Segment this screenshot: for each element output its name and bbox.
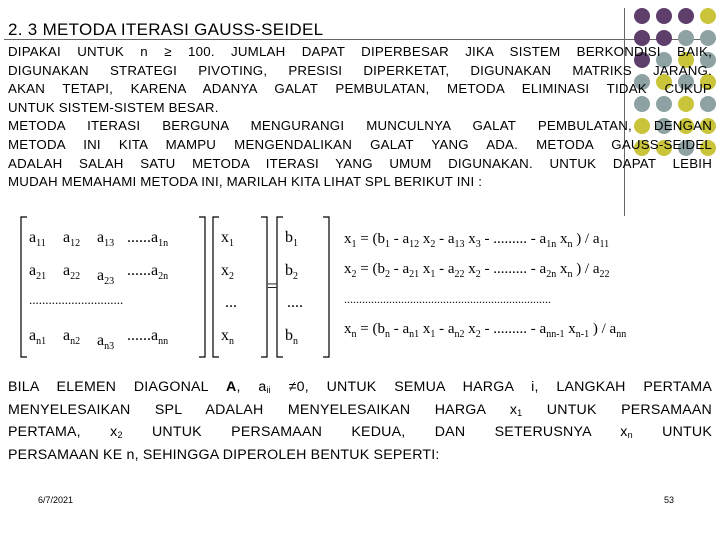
- equation-x1: $x_1 = (b_1 - a_{12}$ $x_2 - a_{13}$ $x_3$ - ......... - $a_{1n}$ $x_n$ ) / $a_{11}$: [344, 231, 610, 250]
- matrix-entry: $a_{n1}$: [29, 327, 47, 347]
- explanation-paragraph: [8, 376, 712, 467]
- equation-xn: $x_n = (b_n - a_{n1}$ $x_1 - a_{n2}$ $x_2$ - ......... - $a_{nn-1}$ $x_{n-1}$ ) / $a_{nn}$: [344, 321, 627, 340]
- slide-title: 2. 3 METODA ITERASI GAUSS-SEIDEL: [8, 20, 324, 39]
- intro-line: ADALAH SALAH SATU METODA ITERASI YANG UMUM DIGUNAKAN. UNTUK DAPAT LEBIH: [8, 155, 712, 171]
- intro-line: METODA ITERASI BERGUNA MENGURANGI MUNCULNYA GALAT PEMBULATAN, DENGAN: [8, 118, 712, 134]
- iteration-equations: [340, 225, 715, 350]
- vector-b-entry: $b_1$: [285, 229, 298, 249]
- matrix-entry: $a_{n2}$: [63, 327, 81, 347]
- vector-b-right-bracket: [323, 217, 329, 357]
- matrix-entry: $a_{23}$: [97, 267, 115, 287]
- vector-b-entry: $b_n$: [285, 327, 298, 347]
- intro-line: AKAN TETAPI, KARENA ADANYA GALAT PEMBULATAN, METODA ELIMINASI TIDAK CUKUP: [8, 81, 712, 97]
- vector-x-entry: $x_1$: [221, 229, 234, 249]
- decorative-horizontal-line: [4, 39, 716, 40]
- explanation-line-4: PERSAMAAN KE n, SEHINGGA DIPEROLEH BENTUK SEPERTI:: [8, 447, 440, 464]
- matrix-entry: $a_{21}$: [29, 262, 47, 282]
- intro-paragraph: [8, 43, 712, 192]
- matrix-entry: $......a_{nn}$: [127, 327, 169, 347]
- matrix-entry: $a_{12}$: [63, 229, 81, 249]
- intro-line: METODA INI KITA MAMPU MENGENDALIKAN GALAT YANG ADA. METODA GAUSS-SEIDEL: [8, 136, 712, 152]
- explanation-line-1: BILA ELEMEN DIAGONAL A, $a_{ii} \ne 0$, UNTUK SEMUA HARGA i, LANGKAH PERTAMA: [8, 379, 712, 395]
- equals-sign: =: [267, 276, 278, 296]
- vector-b-entry: ....: [287, 294, 303, 311]
- vector-x-entry: ...: [225, 294, 237, 311]
- vector-b-left-bracket: [277, 217, 283, 357]
- matrix-equation: [15, 212, 335, 362]
- vector-x-entry: $x_2$: [221, 262, 234, 282]
- intro-line: MUDAH MEMAHAMI METODA INI, MARILAH KITA LIHAT SPL BERIKUT INI :: [8, 174, 483, 190]
- matrix-entry: $a_{13}$: [97, 229, 115, 249]
- decorative-dot: [678, 8, 694, 24]
- matrix-dot-row: .............................: [29, 292, 124, 307]
- footer-date: 6/7/2021: [38, 495, 74, 505]
- matrix-a-left-bracket: [21, 217, 27, 357]
- intro-line: DIGUNAKAN STRATEGI PIVOTING, PRESISI DIPERKETAT, DIGUNAKAN MATRIKS JARANG.: [8, 62, 712, 78]
- matrix-entry: $......a_{1n}$: [127, 229, 169, 249]
- intro-line: UNTUK SISTEM-SISTEM BESAR.: [8, 99, 219, 115]
- vector-b-entry: $b_2$: [285, 262, 298, 282]
- explanation-line-3: PERTAMA, $x_2$ UNTUK PERSAMAAN KEDUA, DAN SETERUSNYA $x_n$ UNTUK: [8, 424, 712, 441]
- intro-line: DIPAKAI UNTUK n ≥ 100. JUMLAH DAPAT DIPERBESAR JIKA SISTEM BERKONDISI BAIK,: [8, 44, 712, 59]
- vector-x-entry: $x_n$: [221, 327, 234, 347]
- matrix-entry: $a_{n3}$: [97, 332, 115, 352]
- decorative-dot: [656, 8, 672, 24]
- matrix-a-right-bracket: [199, 217, 205, 357]
- decorative-dot: [700, 8, 716, 24]
- matrix-entry: $a_{11}$: [29, 229, 46, 249]
- page-number: 53: [664, 495, 675, 505]
- vector-x-left-bracket: [213, 217, 219, 357]
- matrix-entry: $......a_{2n}$: [127, 262, 169, 282]
- matrix-entry: $a_{22}$: [63, 262, 81, 282]
- equation-x2: $x_2 = (b_2 - a_{21}$ $x_1 - a_{22}$ $x_2$ - ......... - $a_{2n}$ $x_n$ ) / $a_{22}$: [344, 261, 610, 280]
- equation-dots: .....................................................................: [344, 292, 551, 306]
- explanation-line-2: MENYELESAIKAN SPL ADALAH MENYELESAIKAN HARGA $x_1$ UNTUK PERSAMAAN: [8, 401, 712, 418]
- decorative-dot: [634, 8, 650, 24]
